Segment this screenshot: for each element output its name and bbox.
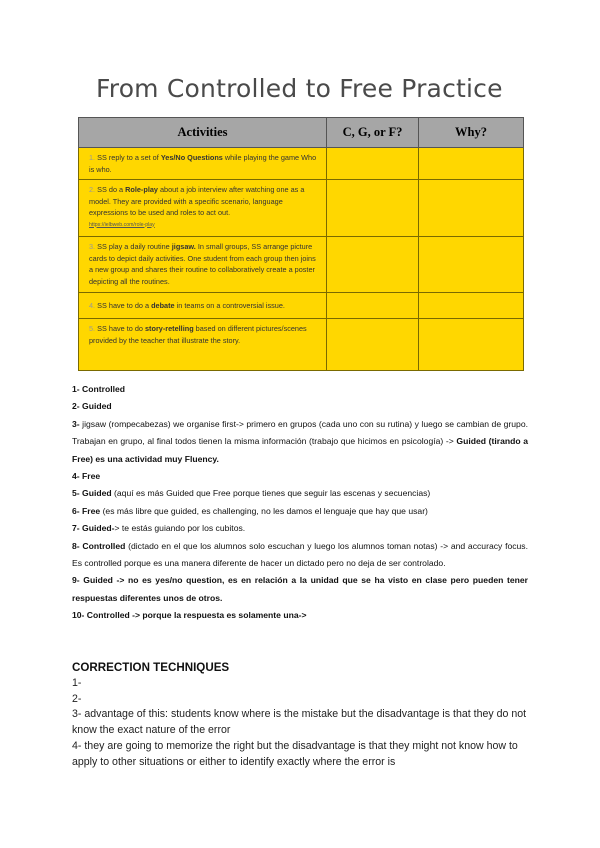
note-line xyxy=(72,520,528,537)
activity-text: while playing the game Who is who. xyxy=(89,153,317,174)
note-line xyxy=(72,468,528,485)
why-cell[interactable] xyxy=(419,293,524,319)
note-line xyxy=(72,485,528,502)
section-heading: CORRECTION TECHNIQUES xyxy=(72,661,230,674)
cgf-cell[interactable] xyxy=(327,293,419,319)
activity-keyword: Yes/No Questions xyxy=(160,153,223,162)
activity-keyword: Role-play xyxy=(125,185,158,194)
why-cell[interactable] xyxy=(419,319,524,371)
correction-line: 1- xyxy=(72,676,82,689)
row-number: 4. xyxy=(89,300,96,310)
reference-link[interactable]: https://ielbweb.com/role-play xyxy=(89,221,155,228)
activity-keyword: story-retelling xyxy=(145,324,194,333)
activity-text: SS do a xyxy=(95,185,126,194)
activity-text: SS have to do a xyxy=(95,300,152,310)
note-label: 8- Controlled xyxy=(72,540,126,551)
note-text: (es más libre que guided, es challenging, no les damos el lenguaje que hay que usar) xyxy=(100,505,428,516)
activity-cell xyxy=(79,148,327,180)
note-text: (aquí es más Guided que Free porque tienes que seguir las escenas y secuencias) xyxy=(111,488,431,499)
cgf-cell[interactable] xyxy=(327,319,419,371)
note-bold-text: Guided (tirando a Free) es una actividad muy Fluency. xyxy=(72,436,528,464)
note-label: 5- Guided xyxy=(72,488,112,499)
activity-text: in teams on a controversial issue. xyxy=(174,300,285,310)
note-line xyxy=(72,503,528,520)
activity-text: In small groups, SS arrange picture cards to depict daily activities. One student from each group then joins a new group and shares their routine to collaboratively create a poster depicting all the routines. xyxy=(89,242,316,286)
cgf-cell[interactable] xyxy=(327,237,419,293)
header-cgf: C, G, or F? xyxy=(327,118,419,148)
note-label: 3- xyxy=(72,418,80,429)
activity-cell xyxy=(79,319,327,371)
row-number: 3. xyxy=(89,242,96,251)
cgf-cell[interactable] xyxy=(327,180,419,237)
note-line xyxy=(72,398,528,415)
why-cell[interactable] xyxy=(419,180,524,237)
note-label: 1- Controlled xyxy=(72,384,125,394)
activity-cell xyxy=(79,293,327,319)
activity-text: based on different pictures/scenes provided by the teacher that illustrate the story. xyxy=(89,324,307,345)
activity-cell xyxy=(79,237,327,293)
note-text: jigsaw (rompecabezas) we organise first-> primero en grupos (cada uno con su rutina) y luego se cambian de grupo. Trabajan en grupo, al final todos tienen la misma información (trabajo que hicimos en psicología) -> xyxy=(72,418,528,447)
note-label: 10- Controlled xyxy=(72,610,130,621)
row-number: 2. xyxy=(89,185,96,194)
correction-line: 3- advantage of this: students know where is the mistake but the disadvantage is that they do not know the exact nature of the error xyxy=(72,708,527,737)
table-row xyxy=(79,148,524,180)
note-text: > te estás guiando por los cubitos. xyxy=(114,523,246,534)
note-label: 2- Guided xyxy=(72,401,112,412)
correction-line: 2- xyxy=(72,692,82,705)
activity-text: SS reply to a set of xyxy=(95,153,161,162)
row-number: 5. xyxy=(89,324,96,333)
note-bold-text: -> no es yes/no question, es en relación a la unidad que se ha visto en clase pero pueden tener respuestas diferentes unos de otros. xyxy=(72,575,528,603)
note-line xyxy=(72,607,528,624)
note-line xyxy=(72,572,528,607)
activity-text: about a job interview after watching one as a model. They are provided with a specific scenario, language expressions to be used and roles to act out. xyxy=(89,185,305,217)
note-line xyxy=(72,381,528,398)
table-header-row xyxy=(79,118,524,148)
why-cell[interactable] xyxy=(419,237,524,293)
why-cell[interactable] xyxy=(419,148,524,180)
table-row xyxy=(79,293,524,319)
activities-table xyxy=(78,117,524,371)
page-title: From Controlled to Free Practice xyxy=(96,74,503,103)
note-line xyxy=(72,538,528,573)
activity-cell xyxy=(79,180,327,237)
header-why: Why? xyxy=(419,118,524,148)
note-label: 7- Guided- xyxy=(72,523,115,534)
activity-keyword: jigsaw. xyxy=(171,242,196,251)
note-bold-text: -> porque la respuesta es solamente una-> xyxy=(129,610,307,621)
note-text: (dictado en el que los alumnos solo escuchan y luego los alumnos toman notas) -> and accuracy focus. Es controlled porque es una manera diferente de hacer un dictado pero no deja de ser controlado. xyxy=(72,540,528,569)
table-row xyxy=(79,237,524,293)
answer-notes xyxy=(72,381,528,625)
activity-keyword: debate xyxy=(151,300,175,310)
note-line xyxy=(72,416,528,468)
note-label: 4- Free xyxy=(72,471,101,482)
note-label: 9- Guided xyxy=(72,575,113,586)
cgf-cell[interactable] xyxy=(327,148,419,180)
table-row xyxy=(79,319,524,371)
row-number: 1. xyxy=(89,153,96,162)
table-row xyxy=(79,180,524,237)
correction-techniques xyxy=(72,660,532,771)
correction-line: 4- they are going to memorize the right but the disadvantage is that they might not know how to apply to other situations or either to identify exactly where the error is xyxy=(72,739,518,768)
activity-text: SS play a daily routine xyxy=(95,242,172,251)
note-label: 6- Free xyxy=(72,505,101,516)
activity-text: SS have to do xyxy=(95,324,145,333)
header-activities: Activities xyxy=(79,118,327,148)
